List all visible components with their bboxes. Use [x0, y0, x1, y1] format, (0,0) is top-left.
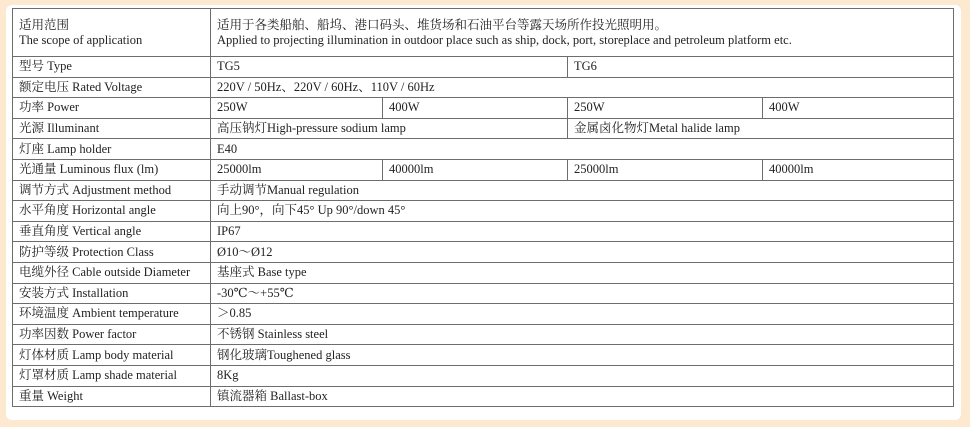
illuminant-tg5: 高压钠灯High-pressure sodium lamp — [211, 118, 568, 139]
illuminant-label: 光源 Illuminant — [13, 118, 211, 139]
body-value: 钢化玻璃Toughened glass — [211, 345, 954, 366]
shade-value: 8Kg — [211, 365, 954, 386]
cable-value: 基座式 Base type — [211, 262, 954, 283]
table-row-flux — [13, 159, 954, 180]
flux-value-1: 25000lm — [211, 159, 383, 180]
flux-value-2: 40000lm — [383, 159, 568, 180]
weight-value: 镇流器箱 Ballast-box — [211, 386, 954, 407]
scope-label-en: The scope of application — [19, 33, 143, 47]
ambient-value: ＞0.85 — [211, 304, 954, 325]
scope-label-cn: 适用范围 — [19, 18, 70, 32]
spec-table — [12, 8, 954, 407]
table-row-cable — [13, 262, 954, 283]
scope-label-cell — [13, 9, 211, 57]
ambient-label: 环境温度 Ambient temperature — [13, 304, 211, 325]
power-value-4: 400W — [763, 98, 954, 119]
table-row-illuminant — [13, 118, 954, 139]
power-factor-label: 功率因数 Power factor — [13, 324, 211, 345]
table-row-scope — [13, 9, 954, 57]
flux-label: 光通量 Luminous flux (lm) — [13, 159, 211, 180]
installation-label: 安装方式 Installation — [13, 283, 211, 304]
shade-label: 灯罩材质 Lamp shade material — [13, 365, 211, 386]
scope-value-cell — [211, 9, 954, 57]
power-value-1: 250W — [211, 98, 383, 119]
weight-label: 重量 Weight — [13, 386, 211, 407]
vertical-value: IP67 — [211, 221, 954, 242]
table-row-installation — [13, 283, 954, 304]
horizontal-label: 水平角度 Horizontal angle — [13, 201, 211, 222]
type-label: 型号 Type — [13, 57, 211, 78]
table-row-shade — [13, 365, 954, 386]
body-label: 灯体材质 Lamp body material — [13, 345, 211, 366]
vertical-label: 垂直角度 Vertical angle — [13, 221, 211, 242]
table-row-type — [13, 57, 954, 78]
power-factor-value: 不锈钢 Stainless steel — [211, 324, 954, 345]
table-row-horizontal — [13, 201, 954, 222]
holder-label: 灯座 Lamp holder — [13, 139, 211, 160]
table-row-adjustment — [13, 180, 954, 201]
power-value-2: 400W — [383, 98, 568, 119]
voltage-label: 额定电压 Rated Voltage — [13, 77, 211, 98]
installation-value: -30℃～+55℃ — [211, 283, 954, 304]
table-row-weight — [13, 386, 954, 407]
table-row-power-factor — [13, 324, 954, 345]
cable-label: 电缆外径 Cable outside Diameter — [13, 262, 211, 283]
power-label: 功率 Power — [13, 98, 211, 119]
power-value-3: 250W — [568, 98, 763, 119]
illuminant-tg6: 金属卤化物灯Metal halide lamp — [568, 118, 954, 139]
type-tg5: TG5 — [211, 57, 568, 78]
flux-value-4: 40000lm — [763, 159, 954, 180]
table-row-ambient — [13, 304, 954, 325]
adjustment-value: 手动调节Manual regulation — [211, 180, 954, 201]
flux-value-3: 25000lm — [568, 159, 763, 180]
scope-value-cn: 适用于各类船舶、船坞、港口码头、堆货场和石油平台等露天场所作投光照明用。 — [217, 18, 668, 32]
holder-value: E40 — [211, 139, 954, 160]
horizontal-value: 向上90°，向下45° Up 90°/down 45° — [211, 201, 954, 222]
table-row-vertical — [13, 221, 954, 242]
voltage-value: 220V / 50Hz、220V / 60Hz、110V / 60Hz — [211, 77, 954, 98]
type-tg6: TG6 — [568, 57, 954, 78]
table-row-voltage — [13, 77, 954, 98]
table-row-protection — [13, 242, 954, 263]
protection-label: 防护等级 Protection Class — [13, 242, 211, 263]
table-row-holder — [13, 139, 954, 160]
protection-value: Ø10～Ø12 — [211, 242, 954, 263]
table-row-power — [13, 98, 954, 119]
scope-value-en: Applied to projecting illumination in outdoor place such as ship, dock, port, storeplace and petroleum platform etc. — [217, 33, 792, 47]
adjustment-label: 调节方式 Adjustment method — [13, 180, 211, 201]
table-row-body — [13, 345, 954, 366]
